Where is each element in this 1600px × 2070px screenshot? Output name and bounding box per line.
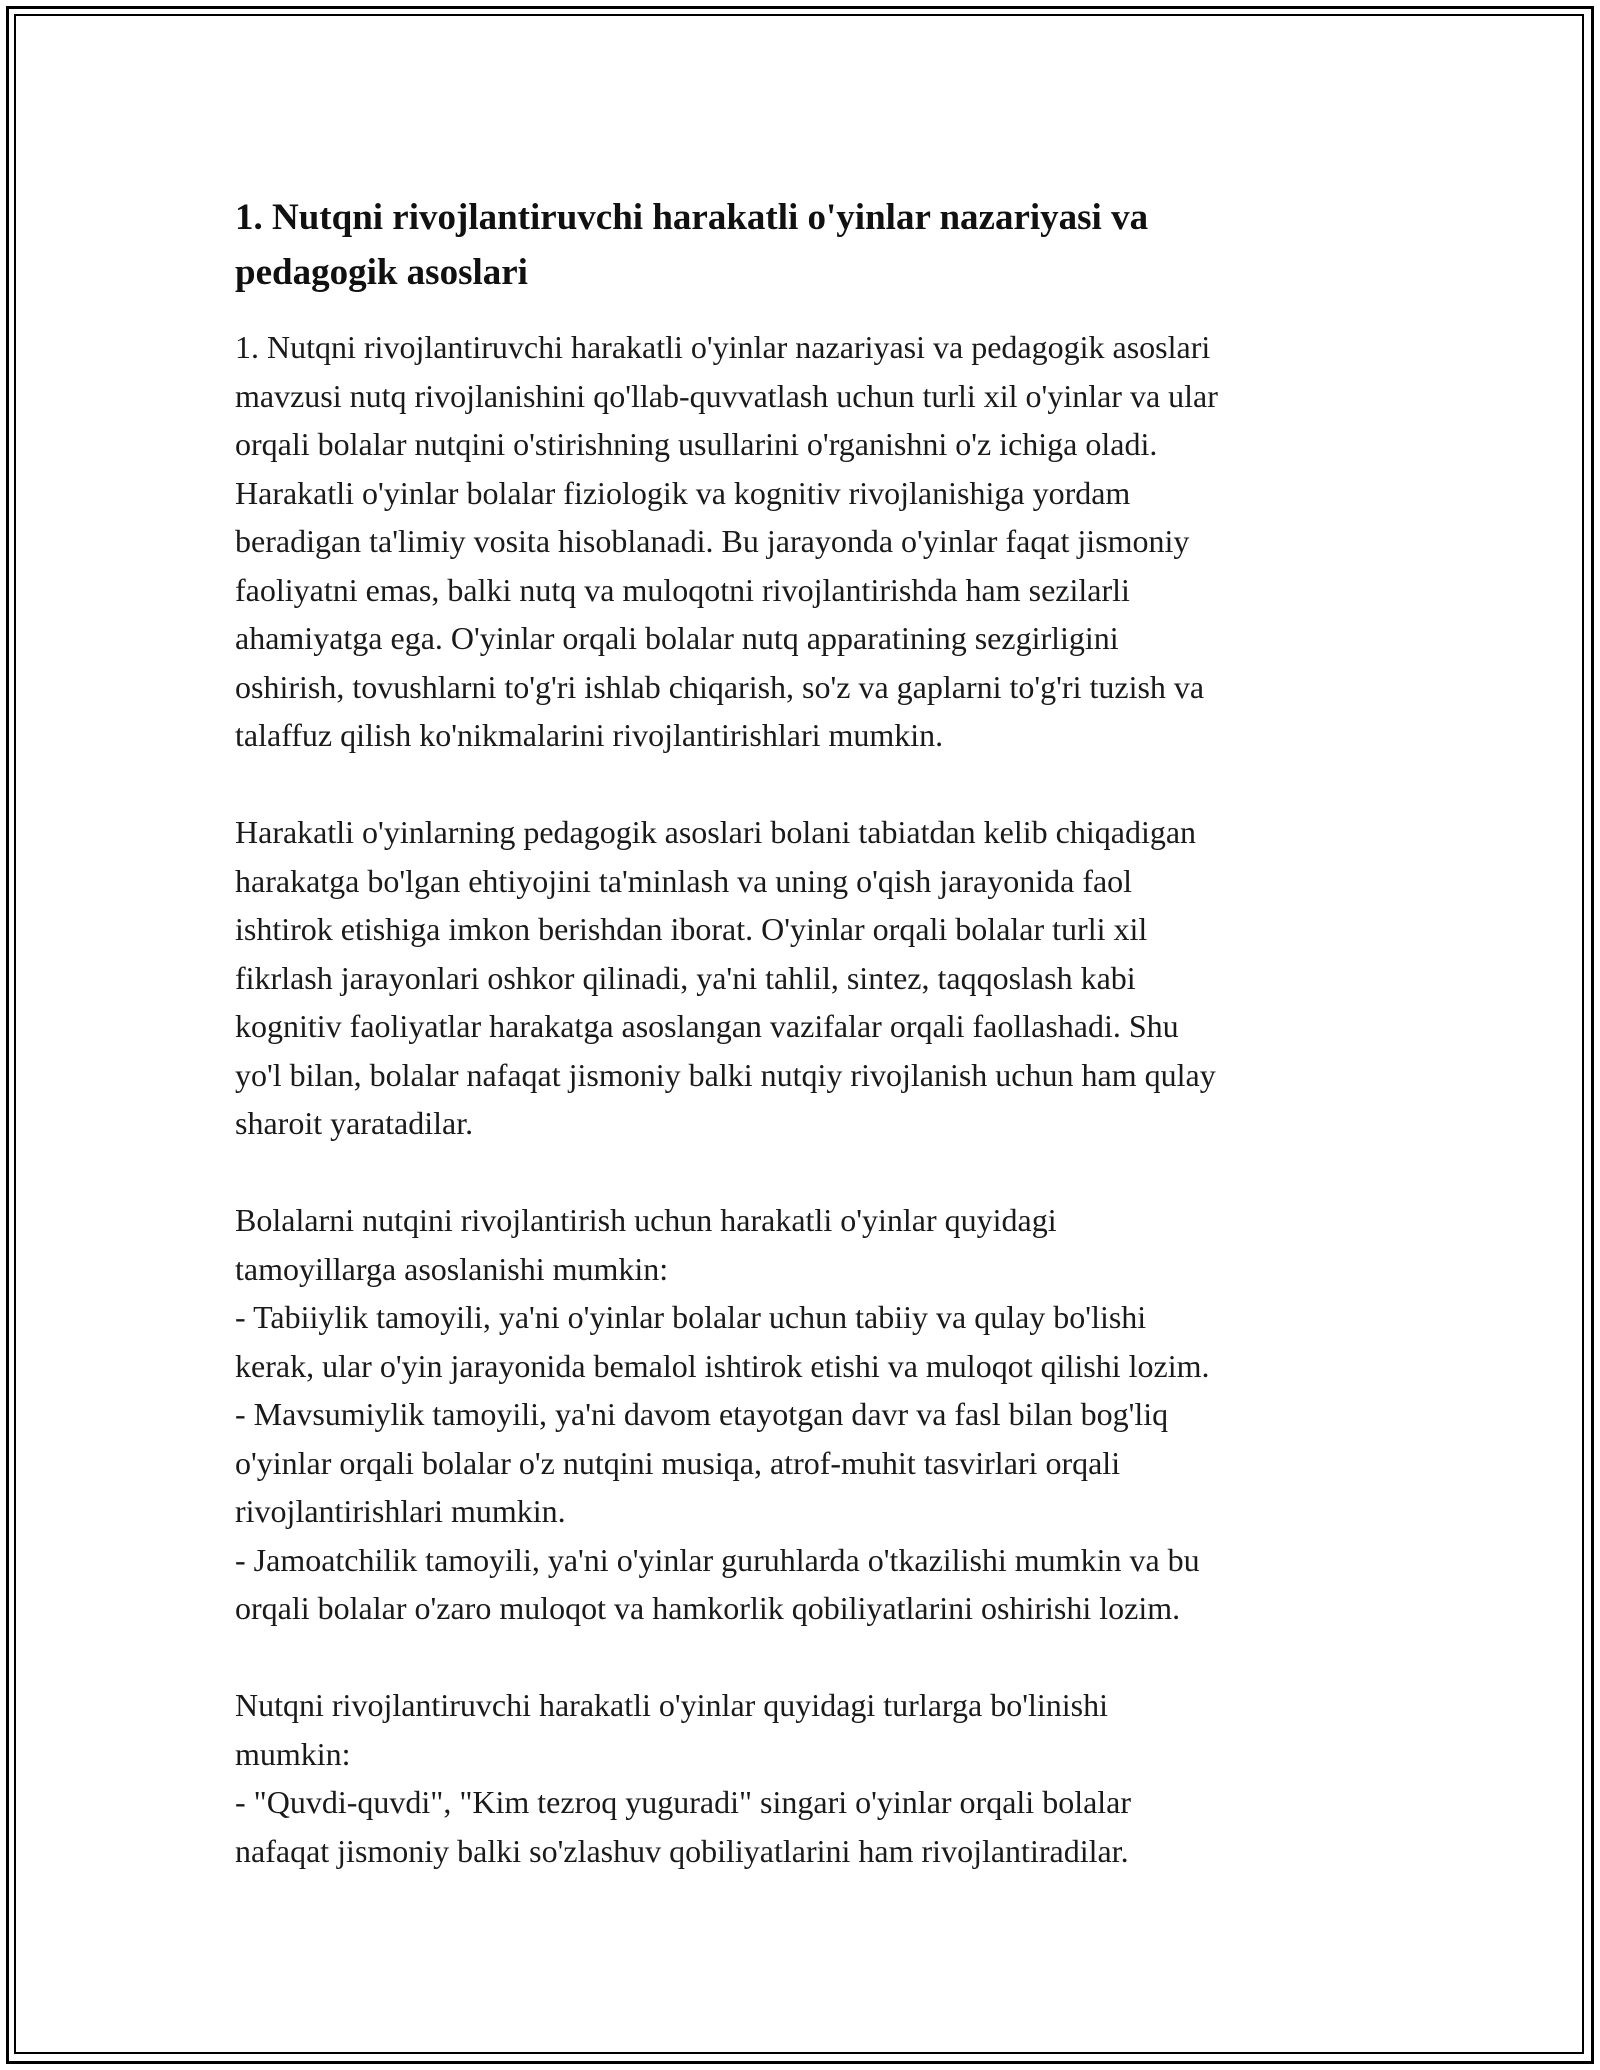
text-line: orqali bolalar nutqini o'stirishning usullarini o'rganishni o'z ichiga oladi. (235, 426, 1158, 462)
list-item: - Mavsumiylik tamoyili, ya'ni davom etayotgan davr va fasl bilan bog'liq (235, 1396, 1169, 1432)
text-line: beradigan ta'limiy vosita hisoblanadi. Bu jarayonda o'yinlar faqat jismoniy (235, 523, 1190, 559)
paragraph-principles (235, 1196, 1370, 1633)
list-item: - "Quvdi-quvdi", "Kim tezroq yuguradi" singari o'yinlar orqali bolalar (235, 1784, 1132, 1820)
text-line: ahamiyatga ega. O'yinlar orqali bolalar nutq apparatining sezgirligini (235, 620, 1119, 656)
heading-line: pedagogik asoslari (235, 252, 528, 293)
text-line: nafaqat jismoniy balki so'zlashuv qobiliyatlarini ham rivojlantiradilar. (235, 1832, 1129, 1869)
text-line: mumkin: (235, 1735, 351, 1772)
text-line: oshirish, tovushlarni to'g'ri ishlab chiqarish, so'z va gaplarni to'g'ri tuzish va (235, 668, 1205, 705)
text-line: tamoyillarga asoslanishi mumkin: (235, 1250, 669, 1287)
paragraph-pedagogical-basis (235, 808, 1370, 1148)
text-line: Nutqni rivojlantiruvchi harakatli o'yinlar quyidagi turlarga bo'linishi (235, 1687, 1108, 1723)
document-heading (235, 190, 1370, 300)
text-line: kerak, ular o'yin jarayonida bemalol ishtirok etishi va muloqot qilishi lozim. (235, 1347, 1210, 1384)
text-line: Bolalarni nutqini rivojlantirish uchun harakatli o'yinlar quyidagi (235, 1202, 1057, 1238)
heading-line: 1. Nutqni rivojlantiruvchi harakatli o'yinlar nazariyasi va (235, 197, 1149, 238)
text-line: mavzusi nutq rivojlanishini qo'llab-quvvatlash uchun turli xil o'yinlar va ular (235, 377, 1218, 414)
text-line: ishtirok etishiga imkon berishdan iborat. O'yinlar orqali bolalar turli xil (235, 911, 1148, 947)
text-line: fikrlash jarayonlari oshkor qilinadi, ya'ni tahlil, sintez, taqqoslash kabi (235, 959, 1136, 996)
paragraph-intro (235, 323, 1370, 760)
text-line: o'yinlar orqali bolalar o'z nutqini musiqa, atrof-muhit tasvirlari orqali (235, 1444, 1121, 1481)
text-line: orqali bolalar o'zaro muloqot va hamkorlik qobiliyatlarini oshirishi lozim. (235, 1590, 1181, 1626)
text-line: harakatga bo'lgan ehtiyojini ta'minlash va uning o'qish jarayonida faol (235, 862, 1133, 899)
text-line: yo'l bilan, bolalar nafaqat jismoniy balki nutqiy rivojlanish uchun ham qulay (235, 1056, 1216, 1093)
text-line: sharoit yaratadilar. (235, 1105, 474, 1141)
paragraph-game-types (235, 1681, 1370, 1875)
text-line: 1. Nutqni rivojlantiruvchi harakatli o'yinlar nazariyasi va pedagogik asoslari (235, 329, 1211, 365)
text-line: kognitiv faoliyatlar harakatga asoslangan vazifalar orqali faollashadi. Shu (235, 1008, 1179, 1044)
text-line: rivojlantirishlari mumkin. (235, 1493, 566, 1529)
document-page (235, 190, 1370, 1924)
list-item: - Jamoatchilik tamoyili, ya'ni o'yinlar guruhlarda o'tkazilishi mumkin va bu (235, 1541, 1200, 1578)
text-line: faoliyatni emas, balki nutq va muloqotni rivojlantirishda ham sezilarli (235, 571, 1130, 608)
text-line: Harakatli o'yinlar bolalar fiziologik va kognitiv rivojlanishiga yordam (235, 474, 1131, 511)
text-line: talaffuz qilish ko'nikmalarini rivojlantirishlari mumkin. (235, 717, 944, 753)
list-item: - Tabiiylik tamoyili, ya'ni o'yinlar bolalar uchun tabiiy va qulay bo'lishi (235, 1299, 1147, 1335)
text-line: Harakatli o'yinlarning pedagogik asoslari bolani tabiatdan kelib chiqadigan (235, 814, 1197, 850)
